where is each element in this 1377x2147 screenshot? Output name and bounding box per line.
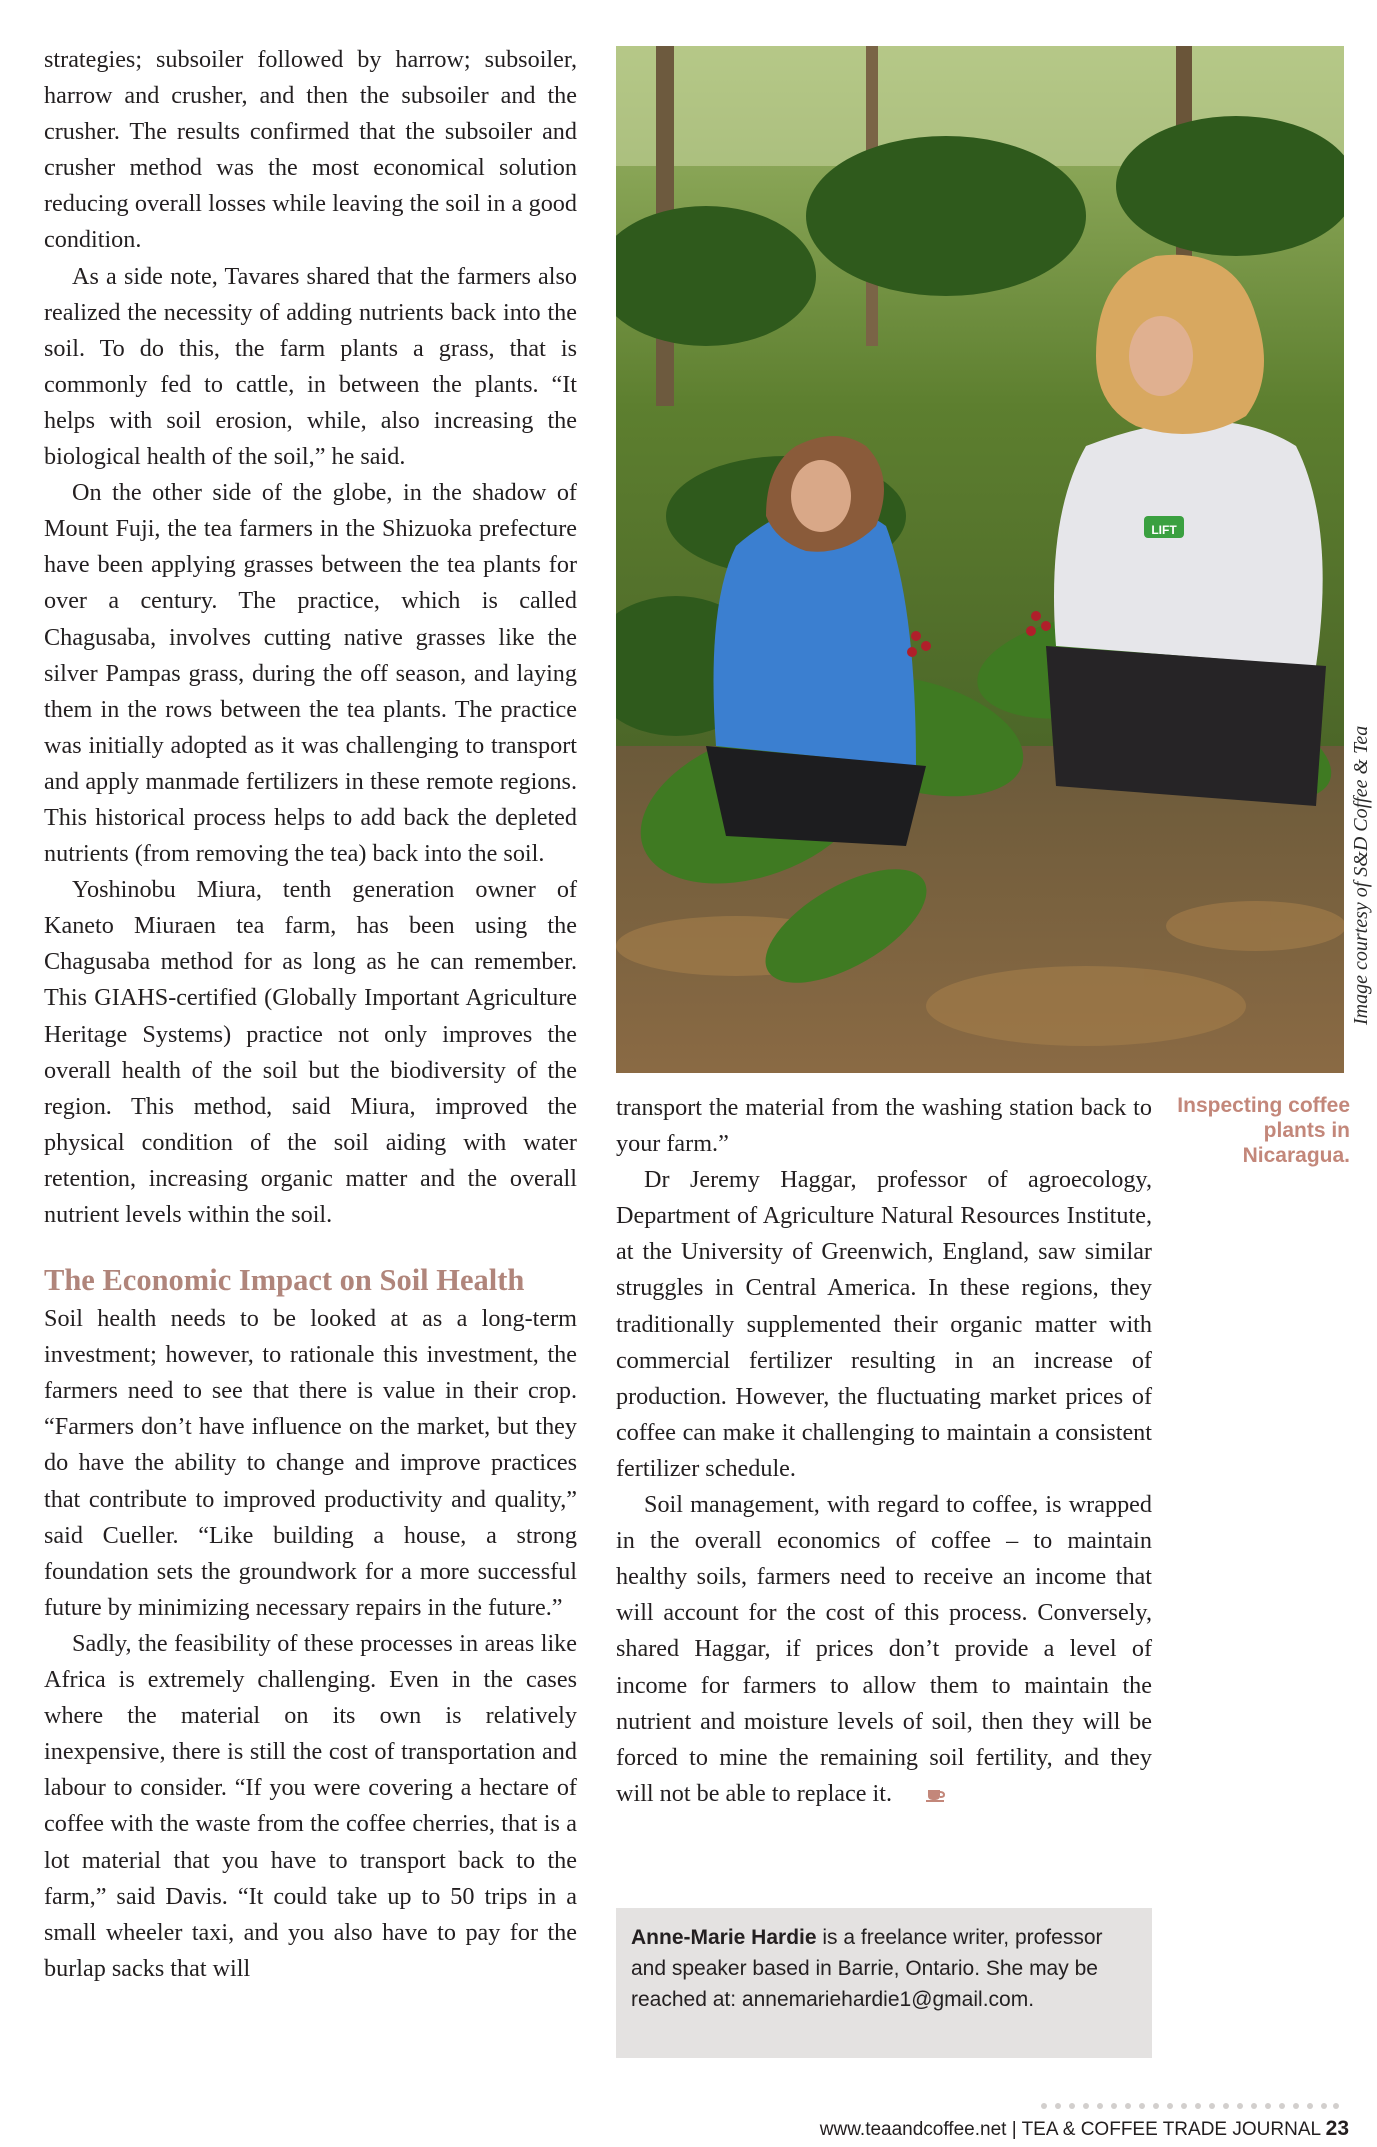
paragraph: Dr Jeremy Haggar, professor of agroecology, Department of Agriculture Natural Resources Institute, at the University of Greenwich, England, saw similar struggles in Central America. In these regions, they traditionally supplemented their organic matter with commercial fertilizer resulting in an increase of production. However, the fluctuating market prices of coffee can make it challenging to maintain a consistent fertilizer schedule. [616, 1166, 1152, 1482]
paragraph: Sadly, the feasibility of these processes in areas like Africa is extremely challenging. Even in the cases where the material on its own is relatively inexpensive, there is still the cost of transportation and labour to consider. “If you were covering a hectare of coffee with the waste from the coffee cherries, that is a lot material that you have to transport back to the farm,” said Davis. “It could take up to 50 trips in a small wheeler taxi, and you also have to pay for the burlap sacks that will [44, 1629, 577, 1982]
photo-caption: Inspecting coffee plants in Nicaragua. [1177, 1094, 1350, 1167]
coffee-cup-icon [898, 1777, 946, 1813]
footer-separator: | [1011, 2119, 1017, 2140]
section-heading: The Economic Impact on Soil Health [44, 1263, 525, 1298]
paragraph: Soil health needs to be looked at as a long-term investment; however, to rationale this investment, the farmers need to see that there is value in their crop. “Farmers don’t have influence on the market, but they do have the ability to change and improve practices that contribute to improved productivity and quality,” said Cueller. “Like building a house, a strong foundation sets the groundwork for a more successful future by minimizing necessary repairs in the future.” [44, 1305, 577, 1621]
paragraph [616, 1487, 1152, 1813]
page-number: 23 [1325, 2117, 1349, 2140]
article-photo [616, 46, 1344, 1073]
paragraph-text: Soil management, with regard to coffee, is wrapped in the overall economics of coffee – to maintain healthy soils, farmers need to receive an income that will account for the cost of this process. Conversely, shared Haggar, if prices don’t provide a level of income for farmers to allow them to maintain the nutrient and moisture levels of soil, then they will be forced to mine the remaining soil fertility, and they will not be able to replace it. [616, 1491, 1152, 1807]
author-bio-text: is a freelance writer, professor and speaker based in Barrie, Ontario. She may be reached at: annemariehardie1@gmail.com. [631, 1926, 1103, 2011]
paragraph: strategies; subsoiler followed by harrow; subsoiler, harrow and crusher, and then the subsoiler and the crusher. The results confirmed that the subsoiler and crusher method was the most economical solution reducing overall losses while leaving the soil in a good condition. [44, 46, 577, 254]
decorative-dots [1040, 2102, 1340, 2110]
photo-credit: Image courtesy of S&D Coffee & Tea [1350, 725, 1372, 1025]
author-bio [616, 1908, 1152, 2058]
left-column [44, 42, 577, 1987]
footer-publication: TEA & COFFEE TRADE JOURNAL [1021, 2119, 1321, 2140]
paragraph: As a side note, Tavares shared that the farmers also realized the necessity of adding nutrients back into the soil. To do this, the farm plants a grass, that is commonly fed to cattle, in between the plants. “It helps with soil erosion, while, also increasing the biological health of the soil,” he said. [44, 262, 577, 471]
page-footer [820, 2117, 1349, 2141]
coffee-farm-illustration [616, 46, 1344, 1073]
paragraph: transport the material from the washing station back to your farm.” [616, 1094, 1152, 1158]
right-column [616, 1090, 1152, 1813]
author-name: Anne-Marie Hardie [631, 1926, 817, 1949]
shirt-logo: LIFT [1151, 523, 1177, 537]
paragraph: On the other side of the globe, in the shadow of Mount Fuji, the tea farmers in the Shizuoka prefecture have been applying grasses between the tea plants for over a century. The practice, which is called Chagusaba, involves cutting native grasses like the silver Pampas grass, during the off season, and laying them in the rows between the tea plants. The practice was initially adopted as it was challenging to transport and apply manmade fertilizers in these remote regions. This historical process helps to add back the depleted nutrients (from removing the tea) back into the soil. [44, 479, 577, 868]
paragraph: Yoshinobu Miura, tenth generation owner of Kaneto Miuraen tea farm, has been using the Chagusaba method for as long as he can remember. This GIAHS-certified (Globally Important Agriculture Heritage Systems) practice not only improves the overall health of the soil but the biodiversity of the region. This method, said Miura, improved the physical condition of the soil aiding with water retention, increasing organic matter and the overall nutrient levels within the soil. [44, 876, 577, 1228]
footer-url: www.teaandcoffee.net [819, 2119, 1007, 2140]
